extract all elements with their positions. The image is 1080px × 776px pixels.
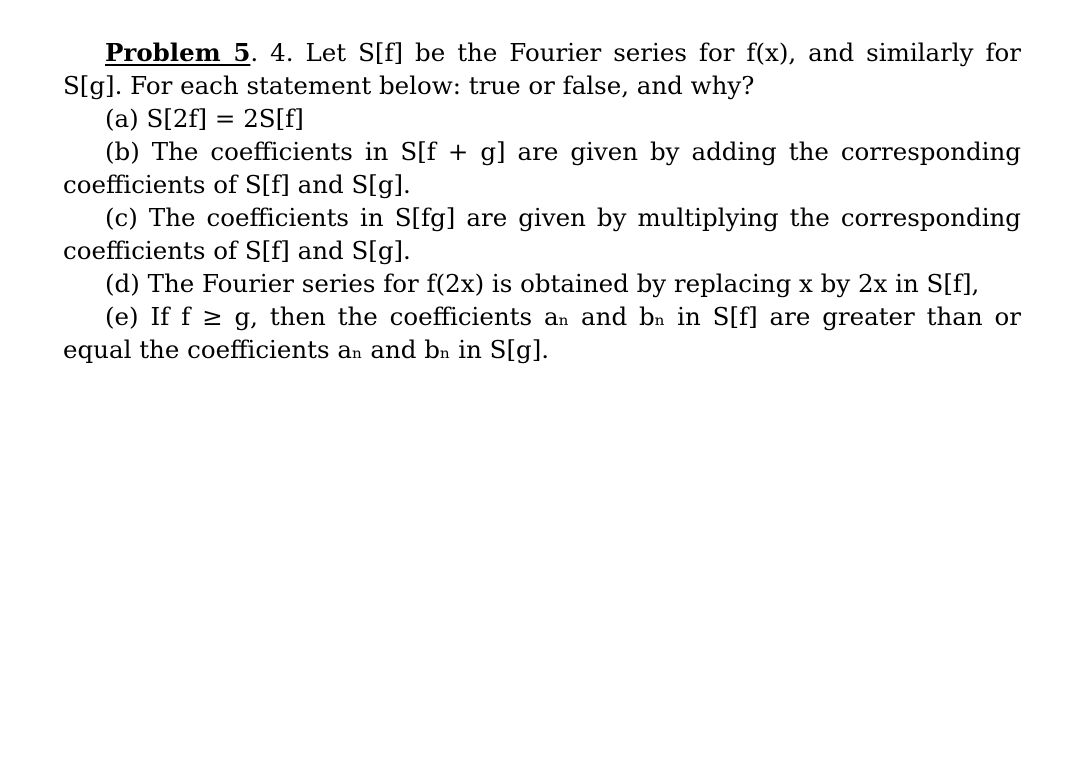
problem-intro [63, 36, 1021, 102]
heading-period: . [250, 38, 259, 67]
statement-text: The coefficients in S[f + g] are given by adding the corresponding coefficients of S[f] and S[g]. [63, 137, 1021, 199]
statement-label: (b) [105, 137, 140, 166]
statement-text: The coefficients in S[fg] are given by multiplying the corresponding coefficients of S[f] and S[g]. [63, 203, 1021, 265]
problem-text [63, 36, 1021, 366]
statement-c [63, 201, 1021, 267]
statement-label: (a) [105, 104, 139, 133]
statement-label: (e) [105, 302, 139, 331]
statement-a [63, 102, 1021, 135]
problem-heading: Problem 5 [105, 38, 251, 67]
statement-d [63, 267, 1021, 300]
statement-label: (c) [105, 203, 138, 232]
statement-e [63, 300, 1021, 366]
statement-b [63, 135, 1021, 201]
statement-text: S[2f] = 2S[f] [146, 104, 304, 133]
statement-text: If f ≥ g, then the coefficients aₙ and bₙ in S[f] are greater than or equal the coefficients aₙ and bₙ in S[g]. [63, 302, 1021, 364]
statement-text: The Fourier series for f(2x) is obtained by replacing x by 2x in S[f], [147, 269, 980, 298]
problem-intro-text: 4. Let S[f] be the Fourier series for f(x), and similarly for S[g]. For each statement below: true or false, and why? [63, 38, 1021, 100]
statement-label: (d) [105, 269, 140, 298]
